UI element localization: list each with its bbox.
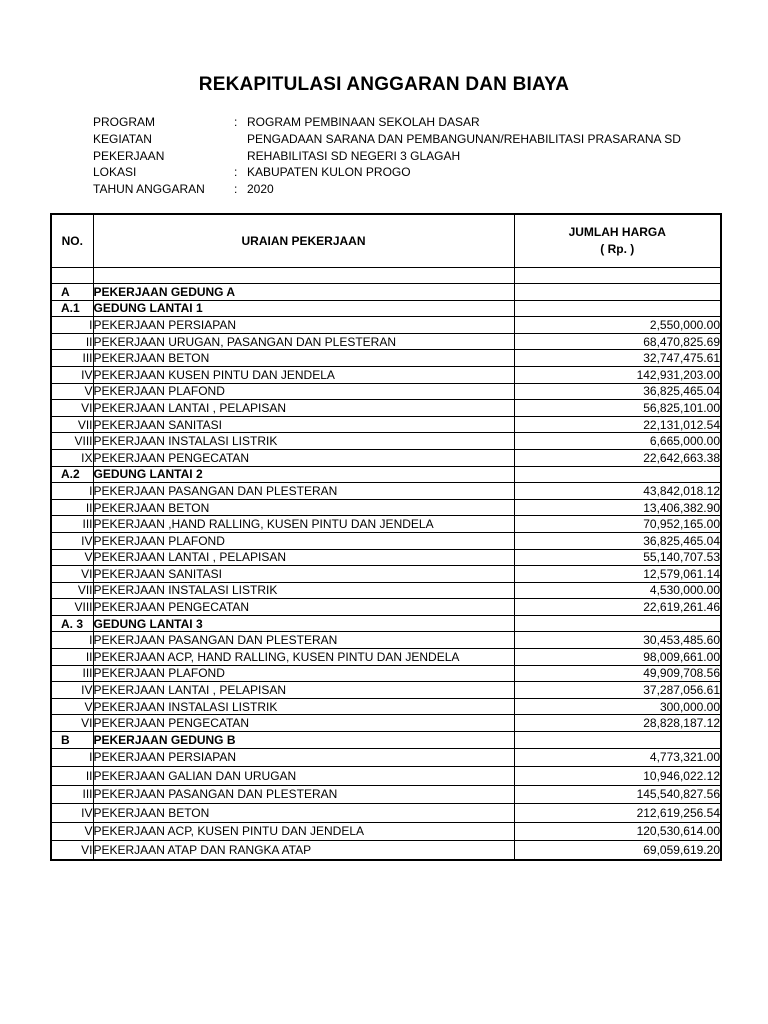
item-amount: 37,287,056.61 bbox=[514, 682, 721, 699]
item-number: V bbox=[51, 698, 93, 715]
table-row bbox=[51, 516, 721, 533]
item-description: PEKERJAAN LANTAI , PELAPISAN bbox=[93, 549, 514, 566]
section-row bbox=[51, 615, 721, 632]
item-description: PEKERJAAN PLAFOND bbox=[93, 532, 514, 549]
item-number: III bbox=[51, 350, 93, 367]
item-number: II bbox=[51, 767, 93, 786]
table-row bbox=[51, 767, 721, 786]
item-amount bbox=[514, 300, 721, 317]
info-row-tahun-anggaran bbox=[93, 181, 681, 198]
info-value: PENGADAAN SARANA DAN PEMBANGUNAN/REHABILITASI PRASARANA SD bbox=[247, 131, 681, 146]
table-row bbox=[51, 804, 721, 823]
item-amount: 13,406,382.90 bbox=[514, 499, 721, 516]
table-row bbox=[51, 785, 721, 804]
info-colon bbox=[234, 148, 247, 165]
item-number: III bbox=[51, 665, 93, 682]
table-row bbox=[51, 632, 721, 649]
item-number: I bbox=[51, 483, 93, 500]
info-value: REHABILITASI SD NEGERI 3 GLAGAH bbox=[247, 148, 461, 163]
table-row bbox=[51, 665, 721, 682]
table-row bbox=[51, 682, 721, 699]
item-amount: 68,470,825.69 bbox=[514, 333, 721, 350]
item-amount bbox=[514, 615, 721, 632]
item-amount: 6,665,000.00 bbox=[514, 433, 721, 450]
item-description: GEDUNG LANTAI 2 bbox=[93, 466, 514, 483]
item-description: PEKERJAAN ACP, KUSEN PINTU DAN JENDELA bbox=[93, 822, 514, 841]
item-description: PEKERJAAN PLAFOND bbox=[93, 665, 514, 682]
item-description: PEKERJAAN ATAP DAN RANGKA ATAP bbox=[93, 841, 514, 860]
item-number: VIII bbox=[51, 433, 93, 450]
item-number: IV bbox=[51, 804, 93, 823]
item-amount: 22,619,261.46 bbox=[514, 599, 721, 616]
item-number: V bbox=[51, 822, 93, 841]
item-description: PEKERJAAN PASANGAN DAN PLESTERAN bbox=[93, 632, 514, 649]
spacer-cell bbox=[514, 268, 721, 284]
info-row-program bbox=[93, 114, 681, 131]
header-jumlah-line1: JUMLAH HARGA bbox=[568, 225, 666, 239]
item-number: A.2 bbox=[51, 466, 93, 483]
item-amount: 142,931,203.00 bbox=[514, 366, 721, 383]
table-row bbox=[51, 483, 721, 500]
item-description: PEKERJAAN GALIAN DAN URUGAN bbox=[93, 767, 514, 786]
item-amount: 36,825,465.04 bbox=[514, 532, 721, 549]
table-row bbox=[51, 549, 721, 566]
item-number: VI bbox=[51, 566, 93, 583]
item-description: PEKERJAAN PENGECATAN bbox=[93, 599, 514, 616]
item-description: PEKERJAAN PASANGAN DAN PLESTERAN bbox=[93, 483, 514, 500]
section-row bbox=[51, 300, 721, 317]
item-number: A bbox=[51, 284, 93, 301]
item-amount bbox=[514, 466, 721, 483]
table-row bbox=[51, 649, 721, 666]
item-description: PEKERJAAN PERSIAPAN bbox=[93, 748, 514, 767]
item-description: PEKERJAAN BETON bbox=[93, 499, 514, 516]
info-colon bbox=[234, 131, 247, 148]
item-description: PEKERJAAN PENGECATAN bbox=[93, 449, 514, 466]
item-number: II bbox=[51, 499, 93, 516]
info-label: PROGRAM bbox=[93, 115, 156, 129]
item-number: V bbox=[51, 549, 93, 566]
table-row bbox=[51, 599, 721, 616]
item-description: PEKERJAAN LANTAI , PELAPISAN bbox=[93, 400, 514, 417]
table-row bbox=[51, 715, 721, 732]
table-row bbox=[51, 841, 721, 860]
item-description: PEKERJAAN PLAFOND bbox=[93, 383, 514, 400]
item-amount: 56,825,101.00 bbox=[514, 400, 721, 417]
table-row bbox=[51, 748, 721, 767]
item-number: A.1 bbox=[51, 300, 93, 317]
info-label: KEGIATAN bbox=[93, 131, 152, 146]
item-description: PEKERJAAN PASANGAN DAN PLESTERAN bbox=[93, 785, 514, 804]
table-row bbox=[51, 822, 721, 841]
info-label: PEKERJAAN bbox=[93, 148, 165, 163]
item-number: IV bbox=[51, 366, 93, 383]
item-description: PEKERJAAN GEDUNG A bbox=[93, 284, 514, 301]
info-row-kegiatan bbox=[93, 131, 681, 148]
item-description: PEKERJAAN SANITASI bbox=[93, 416, 514, 433]
header-uraian: URAIAN PEKERJAAN bbox=[93, 214, 514, 268]
item-amount bbox=[514, 732, 721, 749]
item-amount: 4,773,321.00 bbox=[514, 748, 721, 767]
item-amount: 12,579,061.14 bbox=[514, 566, 721, 583]
info-value: KABUPATEN KULON PROGO bbox=[247, 165, 411, 180]
item-amount: 49,909,708.56 bbox=[514, 665, 721, 682]
header-jumlah-line2: ( Rp. ) bbox=[600, 242, 635, 256]
item-number: II bbox=[51, 333, 93, 350]
table-row bbox=[51, 433, 721, 450]
item-amount: 32,747,475.61 bbox=[514, 350, 721, 367]
item-description: PEKERJAAN BETON bbox=[93, 804, 514, 823]
item-amount: 4,530,000.00 bbox=[514, 582, 721, 599]
item-number: VI bbox=[51, 841, 93, 860]
item-amount: 22,131,012.54 bbox=[514, 416, 721, 433]
item-amount: 22,642,663.38 bbox=[514, 449, 721, 466]
item-description: PEKERJAAN INSTALASI LISTRIK bbox=[93, 433, 514, 450]
info-row-pekerjaan bbox=[93, 148, 681, 165]
item-amount: 28,828,187.12 bbox=[514, 715, 721, 732]
item-amount: 43,842,018.12 bbox=[514, 483, 721, 500]
item-number: I bbox=[51, 317, 93, 334]
item-number: II bbox=[51, 649, 93, 666]
section-row bbox=[51, 732, 721, 749]
item-description: PEKERJAAN ACP, HAND RALLING, KUSEN PINTU DAN JENDELA bbox=[93, 649, 514, 666]
item-number: IX bbox=[51, 449, 93, 466]
item-number: IV bbox=[51, 682, 93, 699]
table-row bbox=[51, 449, 721, 466]
item-amount: 2,550,000.00 bbox=[514, 317, 721, 334]
header-no: NO. bbox=[51, 214, 93, 268]
item-number: III bbox=[51, 516, 93, 533]
item-number: IV bbox=[51, 532, 93, 549]
item-amount: 300,000.00 bbox=[514, 698, 721, 715]
item-description: PEKERJAAN SANITASI bbox=[93, 566, 514, 583]
item-amount: 212,619,256.54 bbox=[514, 804, 721, 823]
item-description: PEKERJAAN LANTAI , PELAPISAN bbox=[93, 682, 514, 699]
table-row bbox=[51, 499, 721, 516]
item-description: PEKERJAAN BETON bbox=[93, 350, 514, 367]
item-number: V bbox=[51, 383, 93, 400]
item-amount: 145,540,827.56 bbox=[514, 785, 721, 804]
spacer-row bbox=[51, 268, 721, 284]
info-value: ROGRAM PEMBINAAN SEKOLAH DASAR bbox=[247, 115, 480, 129]
table-row bbox=[51, 532, 721, 549]
item-number: I bbox=[51, 748, 93, 767]
info-label: TAHUN ANGGARAN bbox=[93, 182, 205, 197]
table-row bbox=[51, 400, 721, 417]
item-amount: 120,530,614.00 bbox=[514, 822, 721, 841]
info-label: LOKASI bbox=[93, 165, 137, 180]
table-header-row bbox=[51, 214, 721, 268]
table-row bbox=[51, 333, 721, 350]
item-amount bbox=[514, 284, 721, 301]
item-amount: 10,946,022.12 bbox=[514, 767, 721, 786]
item-description: PEKERJAAN ,HAND RALLING, KUSEN PINTU DAN JENDELA bbox=[93, 516, 514, 533]
info-value: 2020 bbox=[247, 182, 274, 197]
spacer-cell bbox=[93, 268, 514, 284]
info-colon: : bbox=[234, 165, 238, 180]
item-description: PEKERJAAN INSTALASI LISTRIK bbox=[93, 698, 514, 715]
item-description: PEKERJAAN URUGAN, PASANGAN DAN PLESTERAN bbox=[93, 333, 514, 350]
item-description: PEKERJAAN INSTALASI LISTRIK bbox=[93, 582, 514, 599]
item-description: PEKERJAAN KUSEN PINTU DAN JENDELA bbox=[93, 366, 514, 383]
table-row bbox=[51, 383, 721, 400]
item-amount: 70,952,165.00 bbox=[514, 516, 721, 533]
table-row bbox=[51, 317, 721, 334]
table-row bbox=[51, 366, 721, 383]
info-colon: : bbox=[234, 115, 238, 129]
info-colon: : bbox=[234, 182, 238, 197]
item-amount: 30,453,485.60 bbox=[514, 632, 721, 649]
item-description: PEKERJAAN GEDUNG B bbox=[93, 732, 514, 749]
header-jumlah-harga bbox=[514, 214, 721, 268]
item-amount: 98,009,661.00 bbox=[514, 649, 721, 666]
item-number: III bbox=[51, 785, 93, 804]
item-description: GEDUNG LANTAI 3 bbox=[93, 615, 514, 632]
table-row bbox=[51, 698, 721, 715]
table-row bbox=[51, 566, 721, 583]
item-number: VII bbox=[51, 582, 93, 599]
item-number: VI bbox=[51, 400, 93, 417]
project-info bbox=[93, 114, 681, 198]
item-amount: 55,140,707.53 bbox=[514, 549, 721, 566]
item-amount: 69,059,619.20 bbox=[514, 841, 721, 860]
section-row bbox=[51, 284, 721, 301]
item-amount: 36,825,465.04 bbox=[514, 383, 721, 400]
table-row bbox=[51, 350, 721, 367]
item-description: PEKERJAAN PERSIAPAN bbox=[93, 317, 514, 334]
budget-table bbox=[50, 213, 722, 861]
item-number: I bbox=[51, 632, 93, 649]
document-title: REKAPITULASI ANGGARAN DAN BIAYA bbox=[198, 74, 570, 95]
info-row-lokasi bbox=[93, 164, 681, 181]
item-number: VII bbox=[51, 416, 93, 433]
item-number: B bbox=[51, 732, 93, 749]
item-number: VI bbox=[51, 715, 93, 732]
item-description: PEKERJAAN PENGECATAN bbox=[93, 715, 514, 732]
table-row bbox=[51, 416, 721, 433]
item-number: VIII bbox=[51, 599, 93, 616]
item-number: A. 3 bbox=[51, 615, 93, 632]
table-row bbox=[51, 582, 721, 599]
item-description: GEDUNG LANTAI 1 bbox=[93, 300, 514, 317]
spacer-cell bbox=[51, 268, 93, 284]
section-row bbox=[51, 466, 721, 483]
